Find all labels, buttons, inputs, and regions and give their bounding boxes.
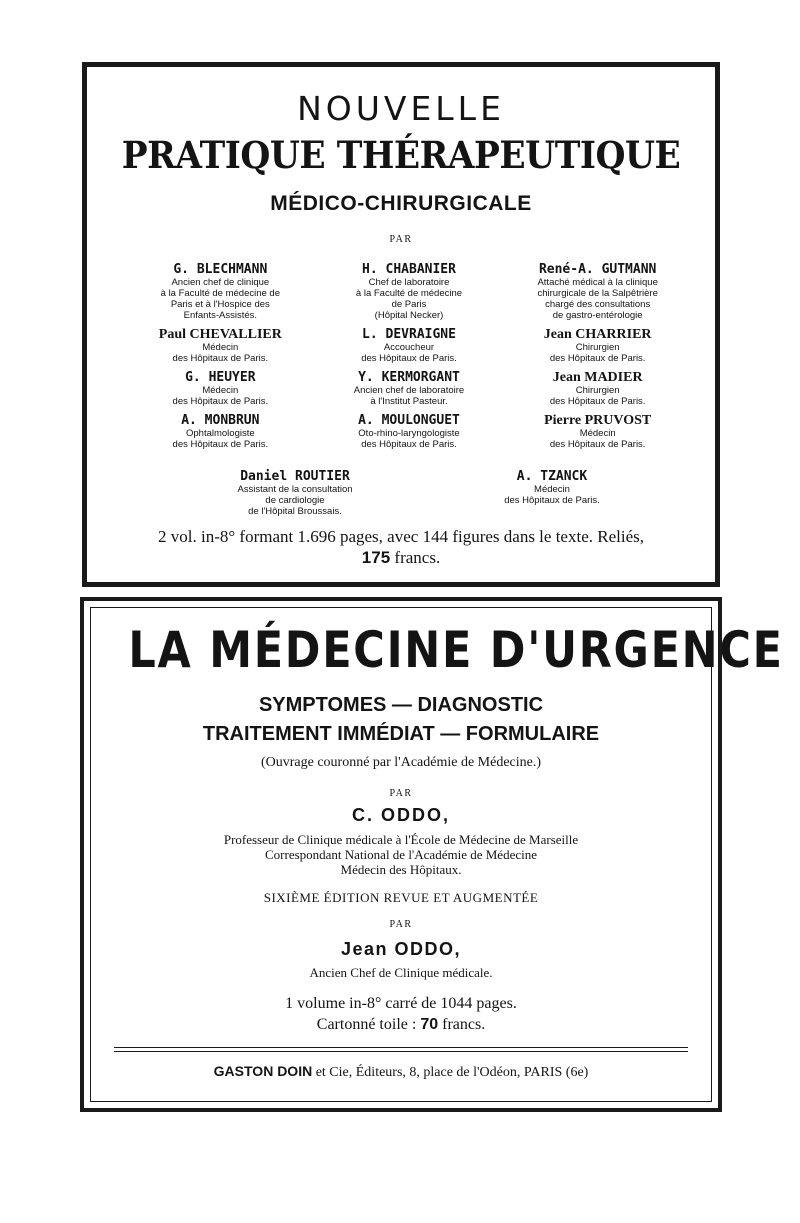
subtitle: MÉDICO-CHIRURGICALE [270,192,532,215]
binding-price [84,1014,718,1035]
author-pruvost [506,413,689,450]
author-name: Paul CHEVALLIER [158,327,282,342]
author-chevallier [129,327,312,364]
author-kermorgant [318,370,501,407]
credential-line: Correspondant National de l'Académie de Médecine [265,847,537,862]
author-name: Jean CHARRIER [543,327,652,342]
author-desc: Ancien chef de laboratoire [353,385,465,396]
author-heuyer [129,370,312,407]
price-unit: francs. [394,548,441,567]
authors-grid [129,262,689,450]
author-name: G. HEUYER [185,370,256,385]
author-desc: de Paris [391,299,427,310]
author-name: A. TZANCK [516,469,588,484]
author-gutmann [506,262,689,321]
credential-line: Médecin des Hôpitaux. [340,862,462,877]
author-desc: Accoucheur [383,342,435,353]
price: 70 [420,1016,439,1033]
credential-line: Professeur de Clinique médicale à l'École de Médecine de Marseille [223,832,579,847]
author-credentials [84,832,718,877]
author-desc: des Hôpitaux de Paris. [504,495,600,506]
author-name: A. MOULONGUET [358,413,460,428]
book-format: 2 vol. in-8° formant 1.696 pages, avec 144 figures dans le texte. Reliés, [158,527,644,546]
author-desc: Médecin [579,428,616,439]
author-desc: des Hôpitaux de Paris. [549,439,646,450]
author-name: G. BLECHMANN [173,262,268,277]
title: LA MÉDECINE D'URGENCE [128,621,784,679]
author-chabanier [318,262,501,321]
author-desc: des Hôpitaux de Paris. [172,439,269,450]
author-desc: des Hôpitaux de Paris. [361,353,457,364]
title-line-2: PRATIQUE THÉRAPEUTIQUE [121,133,681,177]
author-desc: à la Faculté de médecine [355,288,463,299]
author-desc: des Hôpitaux de Paris. [172,396,269,407]
publisher-line [84,1063,718,1081]
divider-rule [114,1051,688,1052]
par-label-2: PAR [389,919,413,930]
author-moulonguet [318,413,501,450]
edition-note: SIXIÈME ÉDITION REVUE ET AUGMENTÉE [263,890,539,905]
author-desc: à la Faculté de médecine de [160,288,280,299]
author-desc: Chirurgien [575,342,620,353]
author-name: René-A. GUTMANN [538,262,657,277]
author-name: A. MONBRUN [181,413,260,428]
author-desc: de gastro-entérologie [552,310,643,321]
volume-format: 1 volume in-8° carré de 1044 pages. [285,995,517,1012]
ad-nouvelle-pratique [82,62,720,587]
author-jean-oddo-desc: Ancien Chef de Clinique médicale. [309,965,493,980]
author-name: L. DEVRAIGNE [362,327,456,342]
author-charrier [506,327,689,364]
author-desc: des Hôpitaux de Paris. [361,439,457,450]
author-desc: Médecin [202,342,239,353]
author-desc: Chef de laboratoire [368,277,450,288]
author-desc: (Hôpital Necker) [374,310,444,321]
author-monbrun [129,413,312,450]
author-desc: des Hôpitaux de Paris. [549,396,646,407]
author-name: Y. KERMORGANT [358,370,460,385]
author-desc: de cardiologie [265,495,325,506]
author-name: Pierre PRUVOST [544,413,652,428]
author-jean-oddo: Jean ODDO, [340,939,462,959]
author-name: H. CHABANIER [362,262,456,277]
publisher-name: GASTON DOIN [213,1063,313,1079]
author-desc: des Hôpitaux de Paris. [172,353,269,364]
author-desc: Médecin [534,484,570,495]
award-note: (Ouvrage couronné par l'Académie de Médecine.) [260,755,542,770]
author-desc: Chirurgien [575,385,620,396]
price-unit: francs. [442,1016,486,1033]
author-desc: des Hôpitaux de Paris. [549,353,646,364]
publisher-address: et Cie, Éditeurs, 8, place de l'Odéon, PARIS (6e) [315,1065,589,1080]
divider-rule [114,1047,688,1048]
author-desc: à l'Institut Pasteur. [370,396,448,407]
subtitle-line-2: TRAITEMENT IMMÉDIAT — FORMULAIRE [202,723,600,745]
par-label: PAR [389,234,413,245]
author-desc: Médecin [202,385,239,396]
author-routier [175,469,415,517]
author-madier [506,370,689,407]
author-desc: Paris et à l'Hospice des [170,299,270,310]
volume-info [84,993,718,1035]
author-desc: Attaché médical à la clinique [537,277,658,288]
par-label: PAR [389,788,413,799]
author-desc: Ancien chef de clinique [171,277,270,288]
author-desc: chargé des consultations [545,299,651,310]
book-info [87,526,715,568]
author-desc: Enfants-Assistés. [183,310,258,321]
author-name: Daniel ROUTIER [240,469,350,484]
ad-medecine-urgence [80,597,784,1112]
author-desc: Ophtalmologiste [186,428,255,439]
author-desc: de l'Hôpital Broussais. [248,506,342,517]
author-desc: Oto-rhino-laryngologiste [358,428,460,439]
author-desc: chirurgicale de la Salpêtrière [537,288,658,299]
author-devraigne [318,327,501,364]
author-blechmann [129,262,312,321]
author-c-oddo: C. ODDO, [351,805,450,825]
author-desc: Assistant de la consultation [237,484,353,495]
author-tzanck [432,469,672,506]
binding: Cartonné toile : [316,1016,417,1033]
title-line-1: NOUVELLE [297,89,505,128]
author-name: Jean MADIER [552,370,643,385]
price: 175 [361,548,391,567]
subtitle-line-1: SYMPTOMES — DIAGNOSTIC [258,694,544,716]
